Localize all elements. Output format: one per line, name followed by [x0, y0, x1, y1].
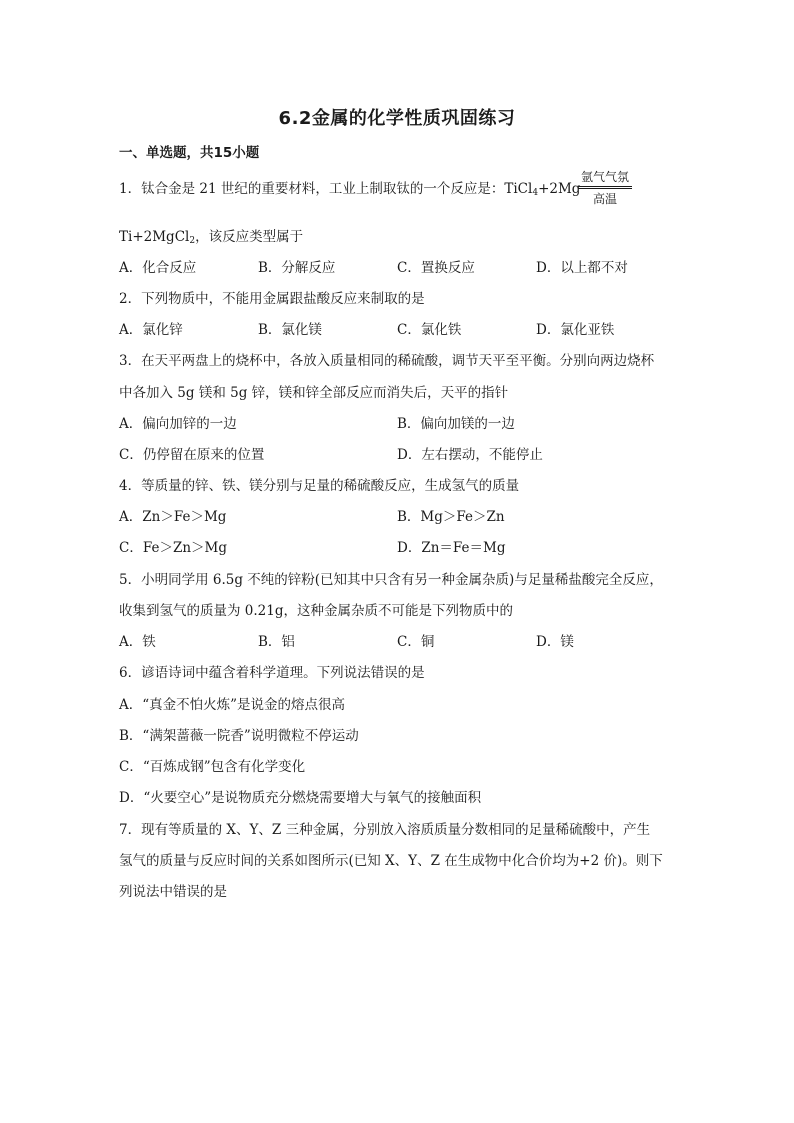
q3-option-b: B．偏向加镁的一边	[397, 416, 515, 432]
q6-option-b: B．“满架蔷薇一院香”说明微粒不停运动	[119, 728, 359, 744]
document-title: 6.2金属的化学性质巩固练习	[278, 108, 516, 129]
q5-option-d: D．镁	[536, 634, 574, 650]
q1-option-c: C．置换反应	[397, 260, 475, 276]
q1-option-a: A．化合反应	[119, 260, 197, 276]
reaction-condition-bottom: 高温	[592, 192, 617, 206]
q1-option-b: B．分解反应	[258, 260, 336, 276]
q1-option-d: D．以上都不对	[536, 260, 628, 276]
q3-option-d: D．左右摆动，不能停止	[397, 447, 543, 463]
q1-stem-part-c: Ti+2MgCl	[119, 229, 190, 245]
q4-option-d: D．Zn＝Fe＝Mg	[397, 540, 506, 556]
q2-option-b: B．氯化镁	[258, 322, 322, 338]
q4-option-c: C．Fe＞Zn＞Mg	[119, 540, 227, 556]
question-7-stem-line-2: 氢气的质量与反应时间的关系如图所示(已知 X、Y、Z 在生成物中化合价均为+2 价)。则下	[119, 853, 663, 869]
q1-stem-part-d: ，该反应类型属于	[195, 229, 304, 245]
q6-option-d: D．“火要空心”是说物质充分燃烧需要增大与氧气的接触面积	[119, 790, 482, 806]
q1-stem-part-b: +2Mg	[538, 181, 581, 197]
q5-option-b: B．铝	[258, 634, 295, 650]
q4-option-b: B．Mg＞Fe＞Zn	[397, 509, 505, 525]
q5-option-c: C．铜	[397, 634, 435, 650]
q3-option-c: C．仍停留在原来的位置	[119, 447, 265, 463]
reaction-arrow-line-2	[578, 188, 632, 189]
question-4-stem: 4．等质量的锌、铁、镁分别与足量的稀硫酸反应，生成氢气的质量	[119, 478, 520, 494]
question-3-stem-line-1: 3．在天平两盘上的烧杯中，各放入质量相同的稀硫酸，调节天平至平衡。分别向两边烧杯	[119, 353, 655, 369]
reaction-condition	[578, 170, 632, 206]
q1-stem-part-a: 1．钛合金是 21 世纪的重要材料，工业上制取钛的一个反应是：TiCl	[119, 181, 533, 197]
question-7-stem-line-3: 列说法中错误的是	[119, 884, 227, 900]
question-1-stem	[119, 180, 580, 202]
question-5-stem-line-1: 5．小明同学用 6.5g 不纯的锌粉(已知其中只含有另一种金属杂质)与足量稀盐酸完全反应，	[119, 572, 663, 588]
reaction-arrow-line	[578, 186, 632, 187]
q6-option-a: A．“真金不怕火炼”是说金的熔点很高	[119, 697, 346, 713]
q6-option-c: C．“百炼成钢”包含有化学变化	[119, 759, 306, 775]
reaction-condition-top: 氩气气氛	[580, 170, 629, 184]
q2-option-c: C．氯化铁	[397, 322, 462, 338]
q1-subscript-2: 2	[189, 236, 196, 246]
question-6-stem: 6．谚语诗词中蕴含着科学道理。下列说法错误的是	[119, 665, 425, 681]
q3-option-a: A．偏向加锌的一边	[119, 416, 237, 432]
question-5-stem-line-2: 收集到氢气的质量为 0.21g，这种金属杂质不可能是下列物质中的	[119, 603, 513, 619]
q4-option-a: A．Zn＞Fe＞Mg	[119, 509, 227, 525]
question-3-stem-line-2: 中各加入 5g 镁和 5g 锌，镁和锌全部反应而消失后，天平的指针	[119, 385, 509, 401]
q2-option-a: A．氯化锌	[119, 322, 183, 338]
question-2-stem: 2．下列物质中，不能用金属跟盐酸反应来制取的是	[119, 291, 425, 307]
section-heading: 一、单选题，共15小题	[119, 145, 260, 161]
question-7-stem-line-1: 7．现有等质量的 X、Y、Z 三种金属，分别放入溶质质量分数相同的足量稀硫酸中，产生	[119, 822, 651, 838]
question-1-stem-cont	[119, 228, 303, 250]
q5-option-a: A．铁	[119, 634, 156, 650]
q2-option-d: D．氯化亚铁	[536, 322, 615, 338]
q1-subscript-4: 4	[532, 188, 539, 198]
